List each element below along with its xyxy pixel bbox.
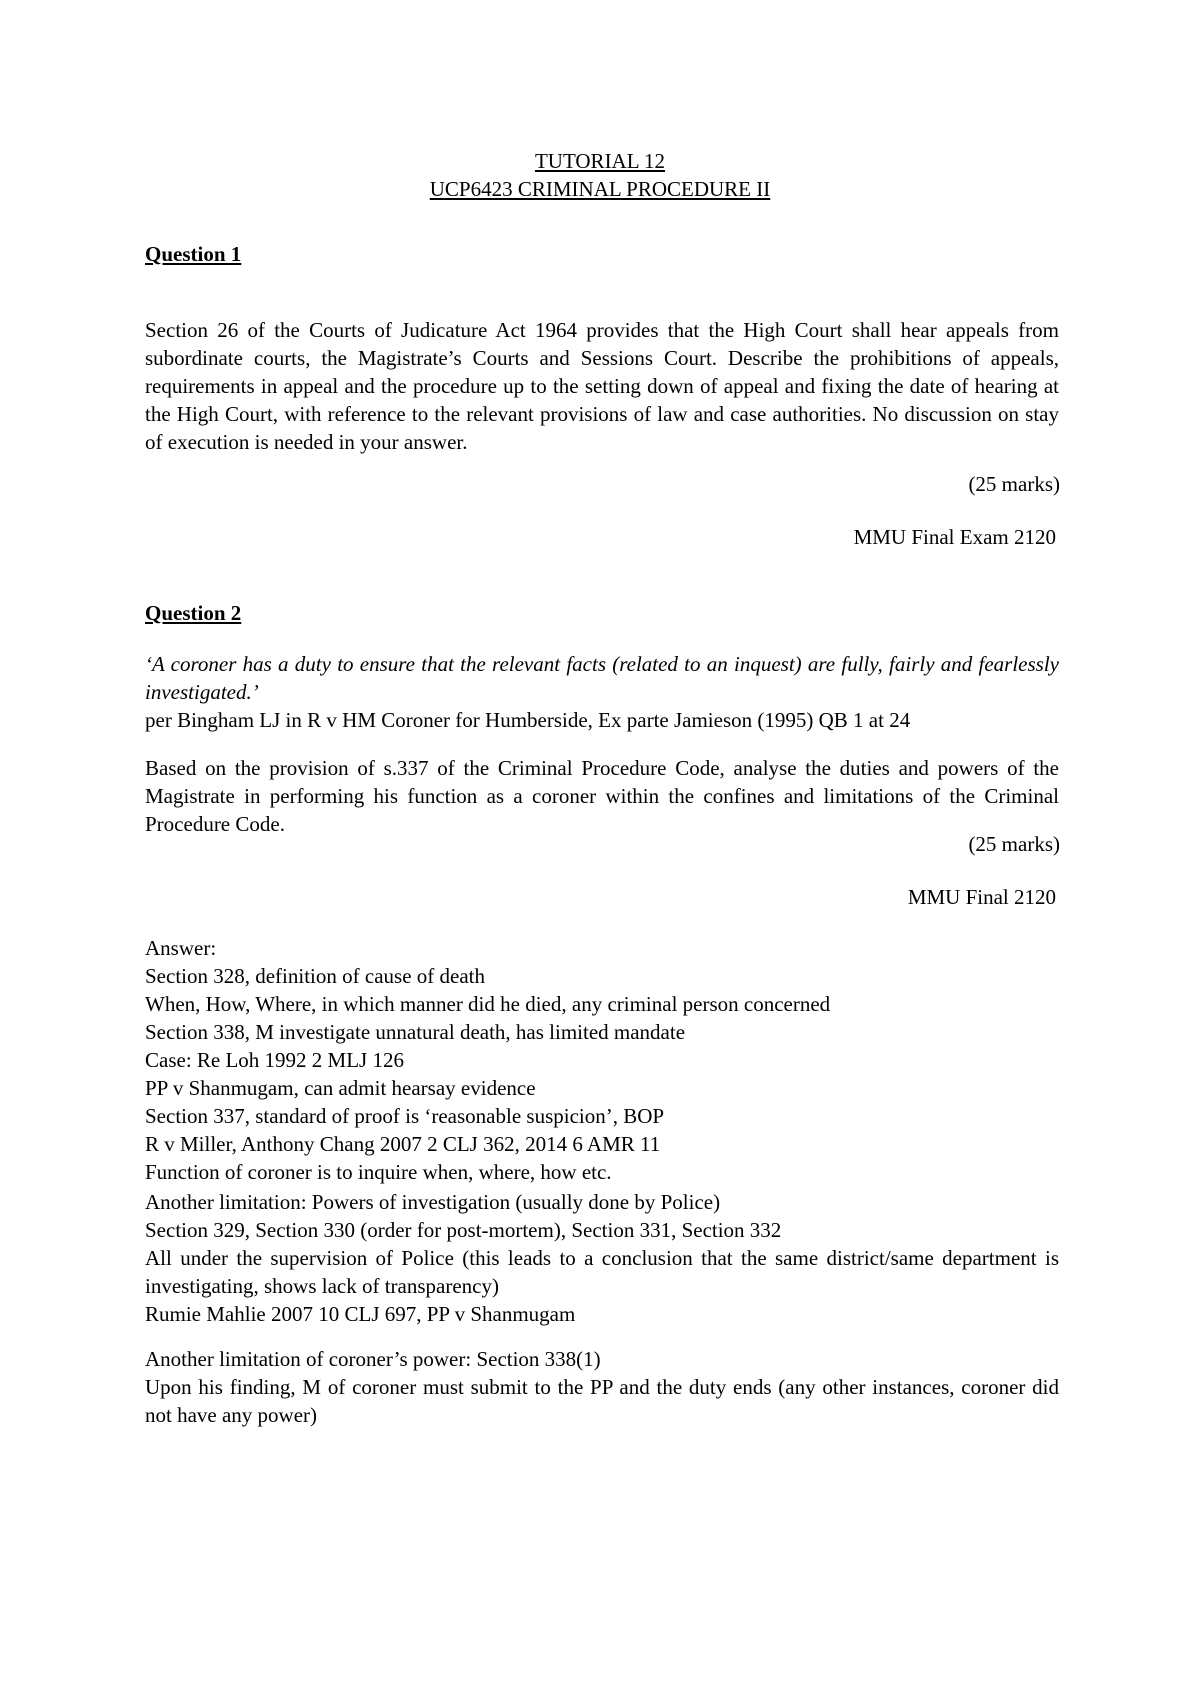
answer-line: R v Miller, Anthony Chang 2007 2 CLJ 362, 2014 6 AMR 11 [145,1132,661,1156]
question-1-block [145,316,1059,456]
answer-line: Case: Re Loh 1992 2 MLJ 126 [145,1048,404,1072]
question-2-attribution: per Bingham LJ in R v HM Coroner for Humberside, Ex parte Jamieson (1995) QB 1 at 24 [145,708,911,732]
question-1-body: Section 26 of the Courts of Judicature Act 1964 provides that the High Court shall hear appeals from subordinate courts, the Magistrate’s Courts and Sessions Court. Describe the prohibitions of appeals, requirements in appeal and the procedure up to the setting down of appeal and fixing the date of hearing at the High Court, with reference to the relevant provisions of law and case authorities. No discussion on stay of execution is needed in your answer. [145,318,1059,454]
question-2-quote: ‘A coroner has a duty to ensure that the relevant facts (related to an inquest) are fully, fairly and fearlessly investigated.’ [145,652,1059,704]
answer-block-limitation [145,1345,1059,1429]
answer-line: Section 338, M investigate unnatural death, has limited mandate [145,1020,686,1044]
answer-line: When, How, Where, in which manner did he died, any criminal person concerned [145,992,831,1016]
question-1-heading: Question 1 [145,242,242,266]
question-2-body: Based on the provision of s.337 of the Criminal Procedure Code, analyse the duties and powers of the Magistrate in performing his function as a coroner within the confines and limitations of the Criminal Procedure Code. [145,756,1059,836]
question-1-source: MMU Final Exam 2120 [853,525,1056,549]
answer-line: Section 329, Section 330 (order for post-mortem), Section 331, Section 332 [145,1218,782,1242]
answer-line: Function of coroner is to inquire when, where, how etc. [145,1160,612,1184]
answer-line: Rumie Mahlie 2007 10 CLJ 697, PP v Shanmugam [145,1302,576,1326]
answer-line: Another limitation: Powers of investigation (usually done by Police) [145,1190,721,1214]
question-2-quote-block [145,650,1059,734]
document-title: TUTORIAL 12 [534,149,666,173]
answer-paragraph: All under the supervision of Police (this leads to a conclusion that the same district/same department is investigating, shows lack of transparency) [145,1246,1059,1298]
question-2-body-block [145,754,1059,838]
answer-paragraph: Upon his finding, M of coroner must submit to the PP and the duty ends (any other instances, coroner did not have any power) [145,1375,1059,1427]
question-1-marks: (25 marks) [968,472,1060,496]
answer-line: Answer: [145,936,217,960]
question-2-source: MMU Final 2120 [907,885,1056,909]
answer-line: Section 328, definition of cause of death [145,964,485,988]
answer-line: Another limitation of coroner’s power: Section 338(1) [145,1347,601,1371]
answer-block [145,934,1059,1186]
answer-line: PP v Shanmugam, can admit hearsay evidence [145,1076,536,1100]
question-2-marks: (25 marks) [968,832,1060,856]
answer-line: Section 337, standard of proof is ‘reasonable suspicion’, BOP [145,1104,665,1128]
answer-block-investigation [145,1188,1059,1328]
course-title: UCP6423 CRIMINAL PROCEDURE II [429,177,771,201]
question-2-heading: Question 2 [145,601,242,625]
